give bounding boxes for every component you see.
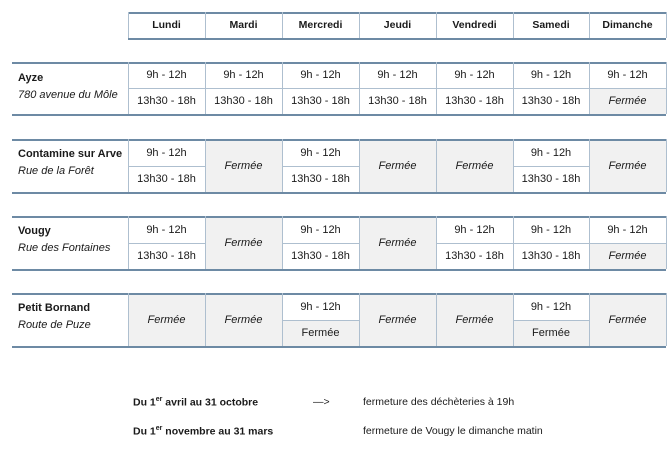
- site-address: Rue des Fontaines: [18, 242, 111, 254]
- period-prefix: Du 1: [133, 425, 156, 438]
- season-note-text: fermeture de Vougy le dimanche matin: [363, 425, 543, 437]
- split-divider: [589, 88, 666, 89]
- split-divider: [128, 88, 205, 89]
- block-column-divider: [589, 293, 590, 346]
- block-top-border: [12, 293, 666, 295]
- day-header-dimanche: Dimanche: [602, 19, 653, 31]
- block-column-divider: [359, 62, 360, 114]
- closed-cell: Fermée: [205, 139, 282, 192]
- note-arrow: —>: [313, 396, 330, 408]
- afternoon-hours: 13h30 - 18h: [214, 95, 273, 107]
- block-top-border: [12, 216, 666, 218]
- closed-cell: Fermée: [205, 293, 282, 346]
- morning-hours: 9h - 12h: [530, 223, 572, 236]
- site-name: Vougy: [18, 225, 51, 237]
- block-column-divider: [205, 62, 206, 114]
- block-column-divider: [513, 293, 514, 346]
- afternoon-hours: Fermée: [513, 320, 589, 346]
- split-divider: [436, 88, 513, 89]
- block-column-divider: [282, 139, 283, 192]
- closed-cell: Fermée: [359, 216, 436, 269]
- header-bottom-border: [128, 38, 666, 40]
- split-divider: [513, 243, 589, 244]
- morning-hours: 9h - 12h: [530, 300, 572, 313]
- split-divider: [513, 88, 589, 89]
- day-header-samedi: Samedi: [532, 19, 570, 31]
- block-column-divider: [666, 216, 667, 269]
- morning-hours: 9h - 12h: [146, 223, 187, 236]
- day-header-jeudi: Jeudi: [383, 19, 412, 31]
- block-column-divider: [666, 293, 667, 346]
- afternoon-hours: 13h30 - 18h: [445, 95, 504, 107]
- season-note-period: [133, 425, 273, 438]
- block-bottom-border: [12, 192, 666, 194]
- block-column-divider: [436, 139, 437, 192]
- block-column-divider: [666, 62, 667, 114]
- morning-hours: 9h - 12h: [300, 300, 341, 313]
- season-note-period: [133, 396, 258, 409]
- closed-cell: Fermée: [436, 293, 513, 346]
- block-column-divider: [513, 216, 514, 269]
- block-column-divider: [436, 62, 437, 114]
- period-rest: novembre au 31 mars: [162, 425, 274, 438]
- split-divider: [128, 243, 205, 244]
- block-column-divider: [589, 216, 590, 269]
- split-divider: [282, 320, 359, 321]
- morning-hours: 9h - 12h: [146, 146, 187, 159]
- afternoon-hours: 13h30 - 18h: [445, 250, 504, 262]
- morning-hours: 9h - 12h: [530, 69, 572, 81]
- morning-hours: 9h - 12h: [223, 69, 264, 81]
- split-divider: [513, 320, 589, 321]
- block-column-divider: [359, 293, 360, 346]
- block-column-divider: [359, 216, 360, 269]
- block-column-divider: [282, 62, 283, 114]
- afternoon-hours: Fermée: [589, 88, 666, 114]
- split-divider: [359, 88, 436, 89]
- block-column-divider: [436, 293, 437, 346]
- split-divider: [513, 166, 589, 167]
- ordinal-suffix: er: [155, 425, 163, 432]
- site-address: Route de Puze: [18, 319, 91, 331]
- split-divider: [128, 166, 205, 167]
- block-bottom-border: [12, 346, 666, 348]
- block-column-divider: [205, 139, 206, 192]
- block-bottom-border: [12, 114, 666, 116]
- block-top-border: [12, 139, 666, 141]
- block-column-divider: [589, 62, 590, 114]
- block-column-divider: [282, 216, 283, 269]
- block-top-border: [12, 62, 666, 64]
- afternoon-hours: Fermée: [589, 243, 666, 269]
- block-column-divider: [128, 139, 129, 192]
- season-note-text: fermeture des déchèteries à 19h: [363, 396, 515, 408]
- block-column-divider: [128, 293, 129, 346]
- day-header-lundi: Lundi: [152, 19, 181, 31]
- block-column-divider: [282, 293, 283, 346]
- block-column-divider: [205, 216, 206, 269]
- block-column-divider: [589, 139, 590, 192]
- closed-cell: Fermée: [359, 293, 436, 346]
- day-header-mardi: Mardi: [229, 19, 258, 31]
- block-column-divider: [666, 139, 667, 192]
- afternoon-hours: 13h30 - 18h: [137, 250, 196, 262]
- day-header-vendredi: Vendredi: [452, 19, 497, 31]
- period-prefix: Du 1: [133, 396, 156, 409]
- block-column-divider: [513, 139, 514, 192]
- block-column-divider: [128, 62, 129, 114]
- block-bottom-border: [12, 269, 666, 271]
- afternoon-hours: 13h30 - 18h: [521, 95, 581, 107]
- split-divider: [282, 88, 359, 89]
- morning-hours: 9h - 12h: [146, 69, 187, 81]
- block-column-divider: [513, 62, 514, 114]
- split-divider: [205, 88, 282, 89]
- morning-hours: 9h - 12h: [300, 146, 341, 159]
- morning-hours: 9h - 12h: [607, 223, 648, 236]
- morning-hours: 9h - 12h: [377, 69, 418, 81]
- closed-cell: Fermée: [205, 216, 282, 269]
- ordinal-suffix: er: [155, 396, 163, 403]
- morning-hours: 9h - 12h: [607, 69, 648, 81]
- closed-cell: Fermée: [128, 293, 205, 346]
- site-name: Contamine sur Arve: [18, 148, 123, 160]
- site-address: Rue de la Forêt: [18, 165, 94, 177]
- morning-hours: 9h - 12h: [300, 69, 341, 81]
- block-column-divider: [436, 216, 437, 269]
- morning-hours: 9h - 12h: [300, 223, 341, 236]
- split-divider: [589, 243, 666, 244]
- closed-cell: Fermée: [436, 139, 513, 192]
- afternoon-hours: 13h30 - 18h: [291, 95, 350, 107]
- split-divider: [282, 166, 359, 167]
- period-rest: avril au 31 octobre: [162, 396, 259, 409]
- afternoon-hours: 13h30 - 18h: [521, 250, 581, 262]
- site-name: Petit Bornand: [18, 302, 91, 314]
- closed-cell: Fermée: [589, 293, 666, 346]
- morning-hours: 9h - 12h: [530, 146, 572, 159]
- split-divider: [436, 243, 513, 244]
- morning-hours: 9h - 12h: [454, 223, 495, 236]
- afternoon-hours: Fermée: [282, 320, 359, 346]
- afternoon-hours: 13h30 - 18h: [137, 173, 196, 185]
- closed-cell: Fermée: [589, 139, 666, 192]
- site-name: Ayze: [18, 72, 44, 84]
- morning-hours: 9h - 12h: [454, 69, 495, 81]
- closed-cell: Fermée: [359, 139, 436, 192]
- afternoon-hours: 13h30 - 18h: [368, 95, 427, 107]
- day-header-mercredi: Mercredi: [298, 19, 343, 31]
- site-address: 780 avenue du Môle: [18, 89, 118, 101]
- afternoon-hours: 13h30 - 18h: [291, 173, 350, 185]
- block-column-divider: [205, 293, 206, 346]
- header-column-divider: [666, 12, 667, 38]
- split-divider: [282, 243, 359, 244]
- afternoon-hours: 13h30 - 18h: [291, 250, 350, 262]
- afternoon-hours: 13h30 - 18h: [137, 95, 196, 107]
- block-column-divider: [359, 139, 360, 192]
- block-column-divider: [128, 216, 129, 269]
- afternoon-hours: 13h30 - 18h: [521, 173, 581, 185]
